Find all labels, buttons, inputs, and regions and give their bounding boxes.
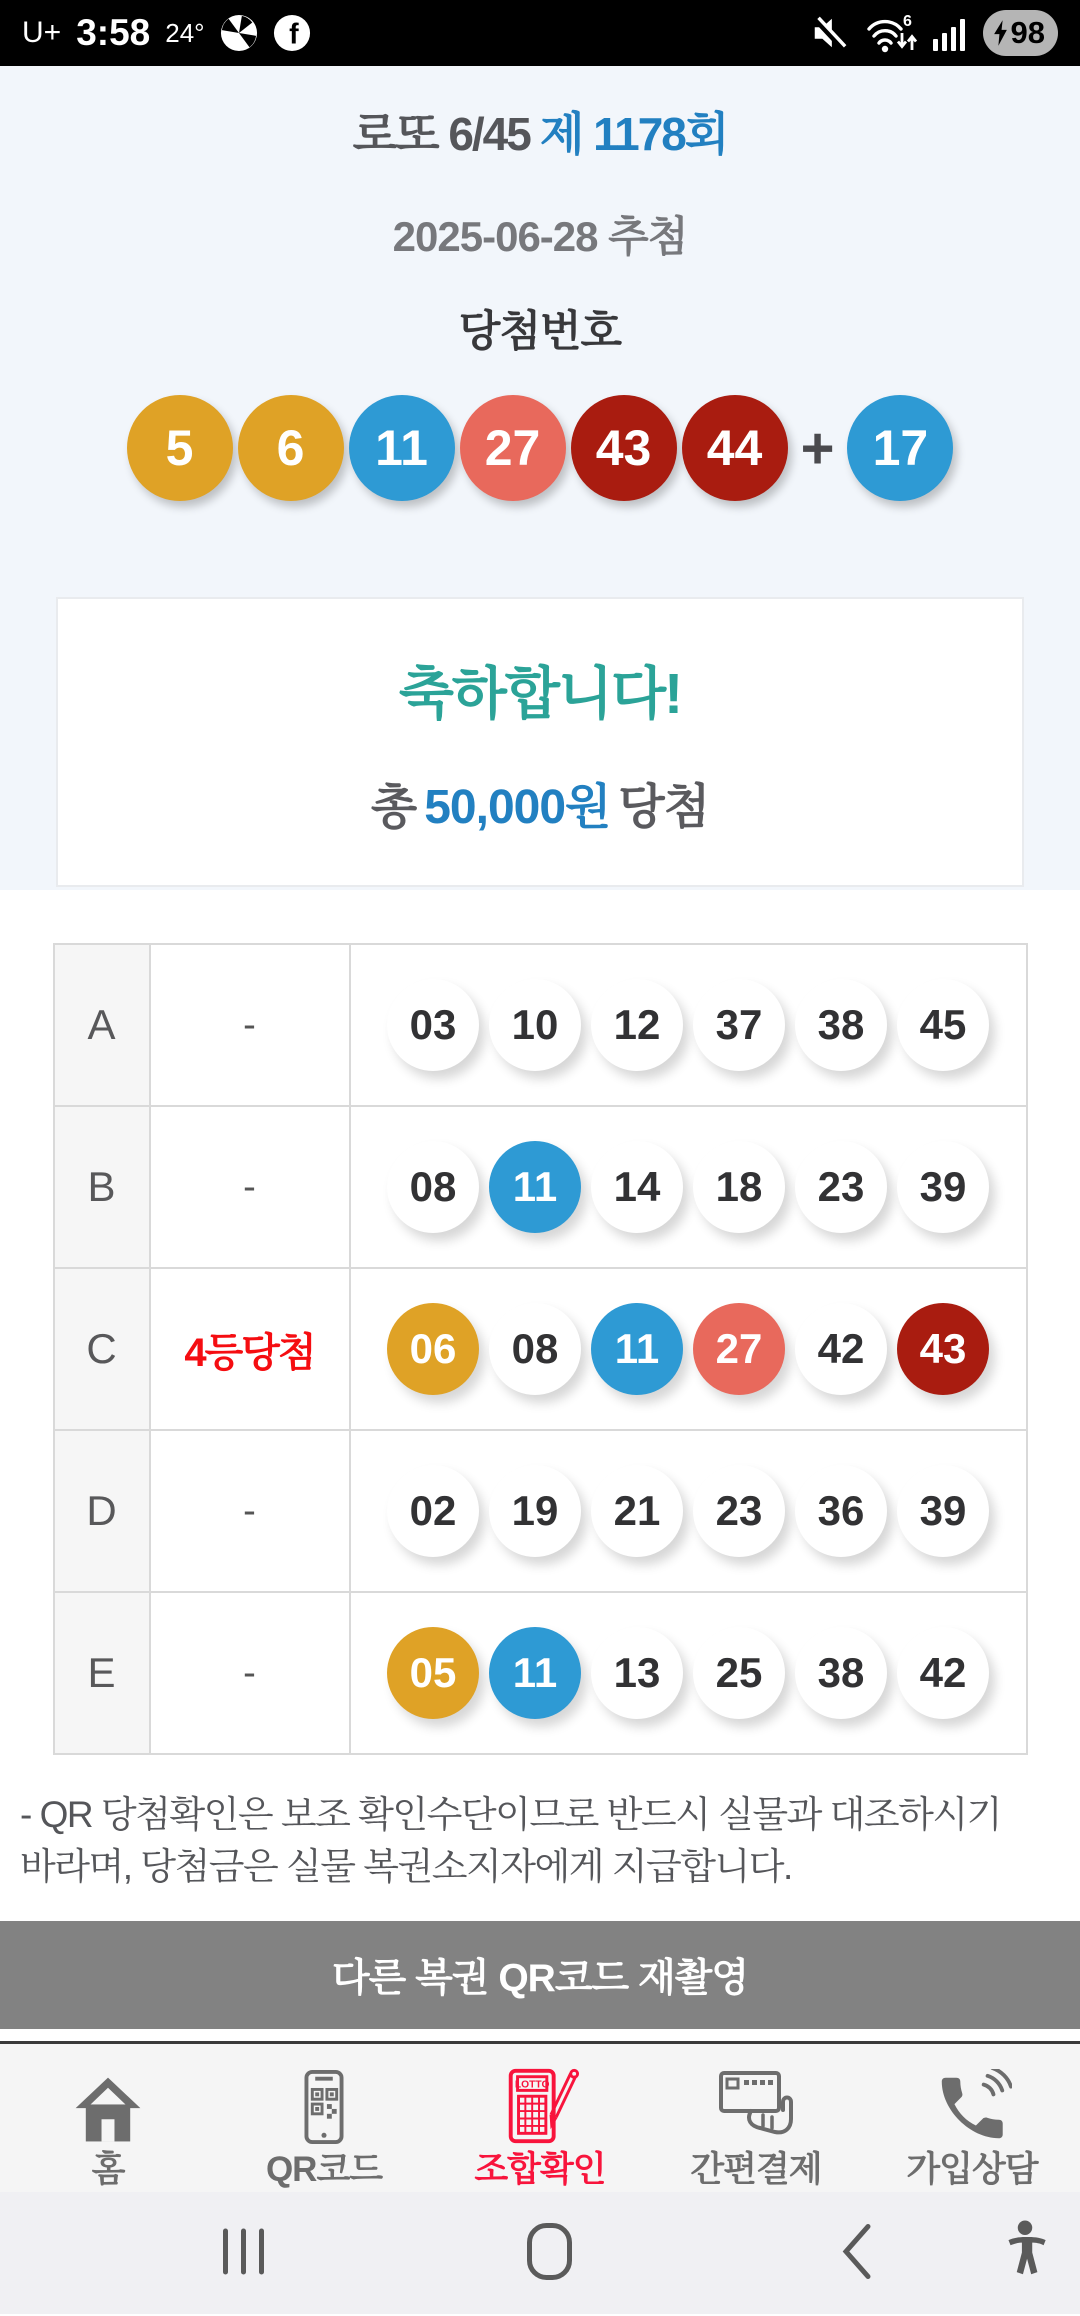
ticket-number-ball: 11 [489,1141,581,1233]
lotto-ticket-icon [494,2063,586,2147]
mute-icon [810,14,848,52]
back-button[interactable] [840,2223,872,2282]
ticket-row-label: E [54,1592,150,1754]
ticket-number-ball: 08 [387,1141,479,1233]
svg-text:f: f [288,18,299,51]
ticket-number-ball: 02 [387,1465,479,1557]
bottom-navigation-bar [0,2041,1080,2192]
winning-number-ball: 5 [127,395,233,501]
status-bar [0,0,1080,66]
result-card [56,597,1024,887]
ticket-row-label: B [54,1106,150,1268]
main-winning-balls [127,395,788,501]
ticket-number-ball: 14 [591,1141,683,1233]
nav-label-combination-check: 조합확인 [474,2149,606,2189]
ticket-number-ball: 21 [591,1465,683,1557]
ticket-number-ball: 11 [489,1627,581,1719]
ticket-row-win-result: 4등당첨 [150,1268,350,1430]
winning-number-ball: 6 [238,395,344,501]
amount-value: 50,000원 [424,780,611,834]
ticket-number-ball: 05 [387,1627,479,1719]
ticket-row-label: C [54,1268,150,1430]
winning-number-ball: 11 [349,395,455,501]
clock: 3:58 [76,12,151,53]
temperature: 24° [165,17,205,48]
nav-label-signup-consult: 가입상담 [906,2149,1038,2189]
qr-code-icon [285,2063,363,2147]
home-icon [70,2063,146,2147]
amount-suffix: 당첨 [618,780,710,834]
ticket-number-ball: 12 [591,979,683,1071]
ticket-number-ball: 18 [693,1141,785,1233]
ticket-number-ball: 38 [795,979,887,1071]
ticket-row-label: D [54,1430,150,1592]
amount-prefix: 총 [370,780,417,834]
page-title [0,66,1080,164]
winning-number-ball: 44 [682,395,788,501]
ticket-number-ball: 10 [489,979,581,1071]
nav-item-qr-code[interactable] [216,2049,432,2187]
result-header-section [0,66,1080,890]
winning-number-ball: 27 [460,395,566,501]
home-button[interactable] [527,2223,572,2283]
ticket-row-A [54,944,1027,1106]
ticket-number-ball: 45 [897,979,989,1071]
winning-numbers-row [0,395,1080,501]
winning-numbers-label: 당첨번호 [458,308,622,356]
bonus-plus-sign: + [800,415,835,481]
ticket-row-E [54,1592,1027,1754]
ticket-row-C [54,1268,1027,1430]
ticket-number-ball: 19 [489,1465,581,1557]
nav-item-combination-check[interactable] [432,2049,648,2187]
ticket-row-numbers [350,1106,1027,1268]
winning-number-ball: 43 [571,395,677,501]
ticket-number-ball: 11 [591,1303,683,1395]
svg-text:6: 6 [902,13,912,30]
nav-label-easy-payment: 간편결제 [690,2149,822,2189]
rescan-qr-button[interactable]: 다른 복권 QR코드 재촬영 [0,1921,1080,2029]
ticket-row-result: - [150,944,350,1106]
ticket-row-numbers [350,1430,1027,1592]
bonus-number-ball: 17 [847,395,953,501]
ticket-row-result: - [150,1106,350,1268]
weather-icon [220,14,258,52]
congrats-message: 축하합니다! [398,661,682,726]
ticket-row-result: - [150,1592,350,1754]
ticket-number-ball: 13 [591,1627,683,1719]
ticket-number-ball: 08 [489,1303,581,1395]
winning-amount-line [371,768,709,837]
ticket-row-numbers [350,944,1027,1106]
carrier-label: U+ [22,16,62,49]
nav-item-signup-consult[interactable] [864,2049,1080,2187]
ticket-row-numbers [350,1592,1027,1754]
ticket-row-result: - [150,1430,350,1592]
ticket-number-ball: 38 [795,1627,887,1719]
ticket-number-ball: 39 [897,1141,989,1233]
battery-charging-icon [983,10,1058,56]
bonus-ball-slot [847,395,953,501]
ticket-number-ball: 03 [387,979,479,1071]
card-payment-icon [711,2063,801,2147]
draw-date: 2025-06-28 추첨 [392,213,688,260]
android-navigation-bar [0,2192,1080,2314]
nav-item-easy-payment[interactable] [648,2049,864,2187]
qr-disclaimer-text: - QR 당첨확인은 보조 확인수단이므로 반드시 실물과 대조하시기 바라며, 당첨금은 실물 복권소지자에게 지급합니다. [20,1794,1001,1887]
nav-label-home: 홈 [91,2149,125,2189]
ticket-number-ball: 37 [693,979,785,1071]
nav-item-home[interactable] [0,2049,216,2187]
ticket-number-ball: 27 [693,1303,785,1395]
ticket-number-ball: 36 [795,1465,887,1557]
ticket-number-ball: 25 [693,1627,785,1719]
draw-round: 제 1178회 [539,108,728,160]
recents-button[interactable] [222,2227,266,2278]
ticket-row-numbers [350,1268,1027,1430]
battery-percent: 98 [1010,15,1045,50]
svg-text:LOTTO: LOTTO [514,2079,550,2091]
ticket-number-ball: 39 [897,1465,989,1557]
ticket-number-ball: 43 [897,1303,989,1395]
ticket-results-table [53,943,1028,1755]
ticket-number-ball: 06 [387,1303,479,1395]
signal-icon [932,15,968,51]
ticket-number-ball: 23 [795,1141,887,1233]
wifi6-icon [863,11,917,55]
ticket-number-ball: 23 [693,1465,785,1557]
ticket-number-ball: 42 [795,1303,887,1395]
lotto-title: 로또 6/45 [352,108,530,160]
facebook-icon [273,14,311,52]
ticket-row-label: A [54,944,150,1106]
ticket-row-B [54,1106,1027,1268]
ticket-number-ball: 42 [897,1627,989,1719]
ticket-row-D [54,1430,1027,1592]
phone-consult-icon [932,2063,1012,2147]
nav-label-qr-code: QR코드 [265,2149,383,2189]
accessibility-button[interactable] [1003,2219,1047,2286]
